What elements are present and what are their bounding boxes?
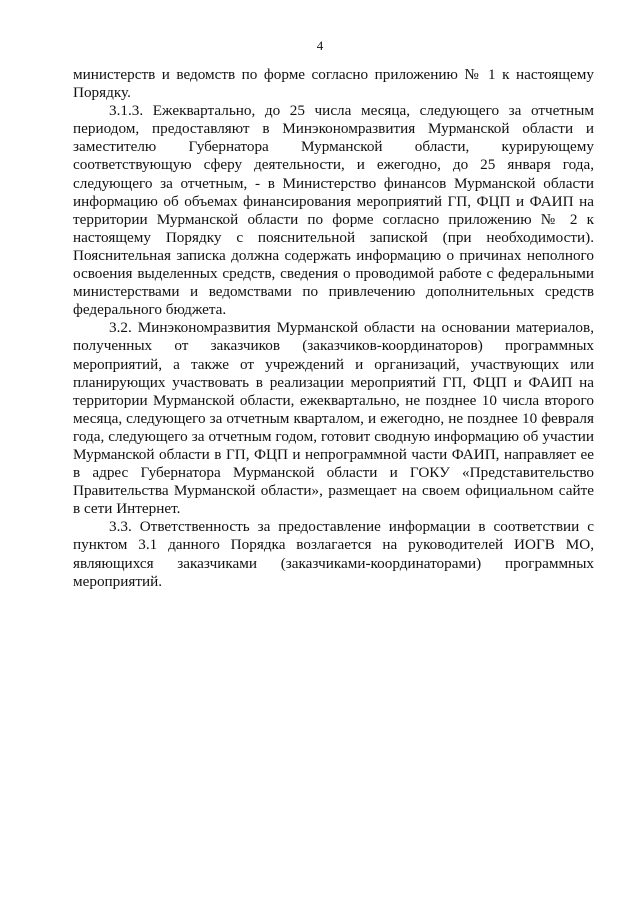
paragraph-3-2: 3.2. Минэкономразвития Мурманской области на основании материалов, полученных от заказчиков (заказчиков-координаторов) программных мероприятий, а также от учреждений и организаций, участвующих или планирующих участвовать в реализации мероприятий ГП, ФЦП и ФАИП на территории Мурманской области, ежеквартально, не позднее 10 числа второго месяца, следующего за отчетным кварталом, и ежегодно, не позднее 10 февраля года, следующего за отчетным годом, готовит сводную информацию об участии Мурманской области в ГП, ФЦП и непрограммной части ФАИП, направляет ее в адрес Губернатора Мурманской области и ГОКУ «Представительство Правительства Мурманской области», размещает на своем официальном сайте в сети Интернет. [73,319,594,518]
paragraph-3-1-3: 3.1.3. Ежеквартально, до 25 числа месяца, следующего за отчетным периодом, предоставляют в Минэкономразвития Мурманской области и заместителю Губернатора Мурманской области, курирующему соответствующую сферу деятельности, и ежегодно, до 25 января года, следующего за отчетным, - в Министерство финансов Мурманской области информацию об объемах финансирования мероприятий ГП, ФЦП и ФАИП на территории Мурманской области по форме согласно приложению № 2 к настоящему Порядку с пояснительной запиской (при необходимости). Пояснительная записка должна содержать информацию о причинах неполного освоения выделенных средств, сведения о проводимой работе с федеральными министерствами и ведомствами по привлечению дополнительных средств федерального бюджета. [73,102,594,319]
page-number: 4 [316,38,324,53]
paragraph-continuation: министерств и ведомств по форме согласно приложению № 1 к настоящему Порядку. [73,66,594,102]
document-body [73,66,594,591]
paragraph-3-3: 3.3. Ответственность за предоставление информации в соответствии с пунктом 3.1 данного Порядка возлагается на руководителей ИОГВ МО, являющихся заказчиками (заказчиками-координаторами) программных мероприятий. [73,518,594,590]
